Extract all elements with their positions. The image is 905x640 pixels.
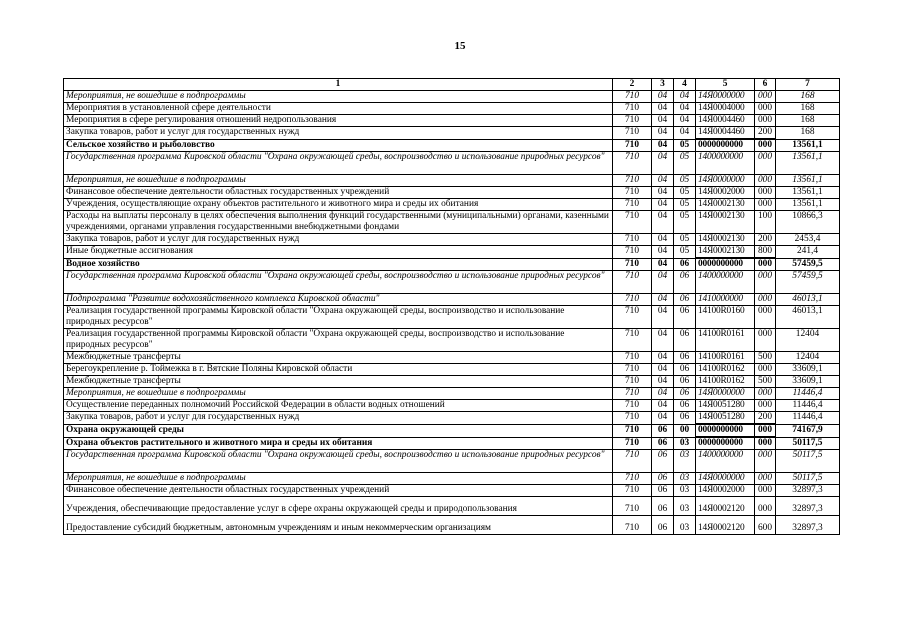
row-ministry-code-cell: 710 xyxy=(613,352,652,364)
row-name-cell: Государственная программа Кировской области "Охрана окружающей среды, воспроизводство и использование природных ресурсов" xyxy=(64,152,613,175)
table-row xyxy=(64,450,840,473)
row-ministry-code-cell: 710 xyxy=(613,115,652,127)
row-subsection-cell: 03 xyxy=(674,497,696,516)
row-expense-type-cell: 000 xyxy=(755,175,776,187)
row-subsection-cell: 00 xyxy=(674,424,696,437)
header-col-1: 1 xyxy=(64,79,613,91)
row-section-cell: 04 xyxy=(652,271,674,294)
row-ministry-code-cell: 710 xyxy=(613,485,652,497)
row-subsection-cell: 05 xyxy=(674,234,696,246)
row-target-article-cell: 14Я0051280 xyxy=(696,400,755,412)
row-ministry-code-cell: 710 xyxy=(613,497,652,516)
row-amount-cell: 13561,1 xyxy=(776,199,840,211)
table-row xyxy=(64,187,840,199)
row-amount-cell: 168 xyxy=(776,127,840,140)
row-target-article-cell: 0000000000 xyxy=(696,437,755,450)
row-target-article-cell: 0000000000 xyxy=(696,139,755,152)
row-name-cell: Мероприятия в установленной сфере деятельности xyxy=(64,103,613,115)
row-target-article-cell: 14Я0002120 xyxy=(696,497,755,516)
row-section-cell: 06 xyxy=(652,516,674,535)
row-ministry-code-cell: 710 xyxy=(613,258,652,271)
row-amount-cell: 10866,3 xyxy=(776,211,840,234)
row-target-article-cell: 14Я0002130 xyxy=(696,246,755,259)
row-expense-type-cell: 000 xyxy=(755,199,776,211)
row-expense-type-cell: 800 xyxy=(755,246,776,259)
row-expense-type-cell: 000 xyxy=(755,187,776,199)
row-section-cell: 04 xyxy=(652,294,674,306)
row-ministry-code-cell: 710 xyxy=(613,294,652,306)
table-row xyxy=(64,497,840,516)
row-expense-type-cell: 000 xyxy=(755,115,776,127)
row-name-cell: Мероприятия в сфере регулирования отношений недропользования xyxy=(64,115,613,127)
row-amount-cell: 50117,5 xyxy=(776,473,840,485)
table-row xyxy=(64,258,840,271)
row-subsection-cell: 06 xyxy=(674,294,696,306)
row-name-cell: Межбюджетные трансферты xyxy=(64,352,613,364)
row-name-cell: Учреждения, осуществляющие охрану объектов растительного и животного мира и среды их обитания xyxy=(64,199,613,211)
row-expense-type-cell: 000 xyxy=(755,485,776,497)
row-subsection-cell: 06 xyxy=(674,412,696,425)
row-amount-cell: 168 xyxy=(776,91,840,103)
row-ministry-code-cell: 710 xyxy=(613,234,652,246)
row-subsection-cell: 06 xyxy=(674,376,696,388)
row-subsection-cell: 06 xyxy=(674,364,696,376)
row-name-cell: Расходы на выплаты персоналу в целях обеспечения выполнения функций государственными (муниципальными) органами, казенными учреждениями, органами управления государственными внебюджетными фондами xyxy=(64,211,613,234)
row-section-cell: 04 xyxy=(652,152,674,175)
row-amount-cell: 32897,3 xyxy=(776,485,840,497)
table-row xyxy=(64,437,840,450)
row-amount-cell: 50117,5 xyxy=(776,437,840,450)
row-section-cell: 06 xyxy=(652,485,674,497)
row-amount-cell: 241,4 xyxy=(776,246,840,259)
row-subsection-cell: 03 xyxy=(674,437,696,450)
row-section-cell: 06 xyxy=(652,450,674,473)
table-row xyxy=(64,485,840,497)
row-target-article-cell: 14100R0161 xyxy=(696,352,755,364)
row-expense-type-cell: 200 xyxy=(755,412,776,425)
header-col-6: 6 xyxy=(755,79,776,91)
table-row xyxy=(64,352,840,364)
row-name-cell: Межбюджетные трансферты xyxy=(64,376,613,388)
row-section-cell: 04 xyxy=(652,376,674,388)
table-row xyxy=(64,364,840,376)
table-row xyxy=(64,211,840,234)
row-subsection-cell: 04 xyxy=(674,115,696,127)
row-ministry-code-cell: 710 xyxy=(613,271,652,294)
row-ministry-code-cell: 710 xyxy=(613,400,652,412)
row-subsection-cell: 04 xyxy=(674,103,696,115)
row-ministry-code-cell: 710 xyxy=(613,364,652,376)
row-name-cell: Берегоукрепление р. Тоймежка в г. Вятские Поляны Кировской области xyxy=(64,364,613,376)
row-amount-cell: 50117,5 xyxy=(776,450,840,473)
row-target-article-cell: 14Я0004460 xyxy=(696,127,755,140)
row-subsection-cell: 05 xyxy=(674,246,696,259)
table-row xyxy=(64,115,840,127)
row-expense-type-cell: 000 xyxy=(755,400,776,412)
table-header-row xyxy=(64,79,840,91)
page-number: 15 xyxy=(454,40,466,52)
row-section-cell: 06 xyxy=(652,497,674,516)
row-ministry-code-cell: 710 xyxy=(613,91,652,103)
row-name-cell: Реализация государственной программы Кировской области "Охрана окружающей среды, воспроизводство и использование природных ресурсов" xyxy=(64,306,613,329)
row-amount-cell: 46013,1 xyxy=(776,306,840,329)
row-ministry-code-cell: 710 xyxy=(613,103,652,115)
row-expense-type-cell: 000 xyxy=(755,271,776,294)
row-name-cell: Мероприятия, не вошедшие в подпрограммы xyxy=(64,175,613,187)
table-row xyxy=(64,152,840,175)
table-row xyxy=(64,91,840,103)
row-ministry-code-cell: 710 xyxy=(613,127,652,140)
row-subsection-cell: 05 xyxy=(674,139,696,152)
row-section-cell: 04 xyxy=(652,91,674,103)
row-amount-cell: 11446,4 xyxy=(776,412,840,425)
row-target-article-cell: 0000000000 xyxy=(696,258,755,271)
row-expense-type-cell: 000 xyxy=(755,152,776,175)
row-name-cell: Мероприятия, не вошедшие в подпрограммы xyxy=(64,91,613,103)
row-name-cell: Государственная программа Кировской области "Охрана окружающей среды, воспроизводство и использование природных ресурсов" xyxy=(64,450,613,473)
row-subsection-cell: 06 xyxy=(674,352,696,364)
row-amount-cell: 13561,1 xyxy=(776,152,840,175)
row-amount-cell: 13561,1 xyxy=(776,187,840,199)
row-subsection-cell: 06 xyxy=(674,306,696,329)
row-section-cell: 04 xyxy=(652,199,674,211)
row-target-article-cell: 14Я0002000 xyxy=(696,485,755,497)
row-amount-cell: 33609,1 xyxy=(776,376,840,388)
row-expense-type-cell: 000 xyxy=(755,497,776,516)
row-name-cell: Закупка товаров, работ и услуг для государственных нужд xyxy=(64,234,613,246)
row-subsection-cell: 06 xyxy=(674,329,696,352)
header-col-4: 4 xyxy=(674,79,696,91)
budget-table xyxy=(63,78,840,535)
row-subsection-cell: 05 xyxy=(674,187,696,199)
table-row xyxy=(64,516,840,535)
row-target-article-cell: 0000000000 xyxy=(696,424,755,437)
table-row xyxy=(64,473,840,485)
row-section-cell: 04 xyxy=(652,139,674,152)
row-target-article-cell: 1400000000 xyxy=(696,271,755,294)
row-target-article-cell: 14Я0002130 xyxy=(696,211,755,234)
row-name-cell: Подпрограмма "Развитие водохозяйственного комплекса Кировской области" xyxy=(64,294,613,306)
row-subsection-cell: 06 xyxy=(674,271,696,294)
row-target-article-cell: 1400000000 xyxy=(696,450,755,473)
row-subsection-cell: 05 xyxy=(674,175,696,187)
row-ministry-code-cell: 710 xyxy=(613,175,652,187)
table-row xyxy=(64,139,840,152)
row-subsection-cell: 06 xyxy=(674,388,696,400)
table-row xyxy=(64,400,840,412)
row-ministry-code-cell: 710 xyxy=(613,211,652,234)
row-subsection-cell: 05 xyxy=(674,211,696,234)
row-expense-type-cell: 500 xyxy=(755,376,776,388)
row-name-cell: Учреждения, обеспечивающие предоставление услуг в сфере охраны окружающей среды и природопользования xyxy=(64,497,613,516)
row-name-cell: Мероприятия, не вошедшие в подпрограммы xyxy=(64,473,613,485)
row-name-cell: Предоставление субсидий бюджетным, автономным учреждениям и иным некоммерческим организациям xyxy=(64,516,613,535)
row-name-cell: Финансовое обеспечение деятельности областных государственных учреждений xyxy=(64,485,613,497)
row-target-article-cell: 1400000000 xyxy=(696,152,755,175)
row-amount-cell: 33609,1 xyxy=(776,364,840,376)
row-expense-type-cell: 000 xyxy=(755,424,776,437)
row-target-article-cell: 14Я0000000 xyxy=(696,388,755,400)
row-subsection-cell: 05 xyxy=(674,152,696,175)
row-ministry-code-cell: 710 xyxy=(613,139,652,152)
row-ministry-code-cell: 710 xyxy=(613,246,652,259)
table-row xyxy=(64,329,840,352)
row-amount-cell: 32897,3 xyxy=(776,516,840,535)
row-ministry-code-cell: 710 xyxy=(613,329,652,352)
row-amount-cell: 11446,4 xyxy=(776,400,840,412)
row-section-cell: 04 xyxy=(652,103,674,115)
row-subsection-cell: 03 xyxy=(674,485,696,497)
table-row xyxy=(64,388,840,400)
row-name-cell: Сельское хозяйство и рыболовство xyxy=(64,139,613,152)
row-ministry-code-cell: 710 xyxy=(613,388,652,400)
row-amount-cell: 57459,5 xyxy=(776,271,840,294)
row-subsection-cell: 04 xyxy=(674,91,696,103)
row-amount-cell: 13561,1 xyxy=(776,175,840,187)
row-section-cell: 04 xyxy=(652,246,674,259)
row-expense-type-cell: 000 xyxy=(755,329,776,352)
row-amount-cell: 13561,1 xyxy=(776,139,840,152)
row-amount-cell: 46013,1 xyxy=(776,294,840,306)
row-ministry-code-cell: 710 xyxy=(613,437,652,450)
row-amount-cell: 168 xyxy=(776,115,840,127)
row-amount-cell: 12404 xyxy=(776,329,840,352)
row-subsection-cell: 06 xyxy=(674,258,696,271)
row-target-article-cell: 14100R0162 xyxy=(696,364,755,376)
row-section-cell: 04 xyxy=(652,388,674,400)
row-expense-type-cell: 500 xyxy=(755,352,776,364)
row-section-cell: 04 xyxy=(652,258,674,271)
row-expense-type-cell: 000 xyxy=(755,450,776,473)
row-name-cell: Закупка товаров, работ и услуг для государственных нужд xyxy=(64,412,613,425)
row-section-cell: 06 xyxy=(652,424,674,437)
row-section-cell: 04 xyxy=(652,234,674,246)
row-name-cell: Реализация государственной программы Кировской области "Охрана окружающей среды, воспроизводство и использование природных ресурсов" xyxy=(64,329,613,352)
row-amount-cell: 2453,4 xyxy=(776,234,840,246)
row-ministry-code-cell: 710 xyxy=(613,412,652,425)
row-name-cell: Охрана объектов растительного и животного мира и среды их обитания xyxy=(64,437,613,450)
row-subsection-cell: 06 xyxy=(674,400,696,412)
row-target-article-cell: 14100R0160 xyxy=(696,306,755,329)
table-row xyxy=(64,271,840,294)
row-target-article-cell: 14Я0004460 xyxy=(696,115,755,127)
row-ministry-code-cell: 710 xyxy=(613,450,652,473)
row-subsection-cell: 04 xyxy=(674,127,696,140)
row-target-article-cell: 14Я0000000 xyxy=(696,175,755,187)
row-amount-cell: 168 xyxy=(776,103,840,115)
row-subsection-cell: 03 xyxy=(674,516,696,535)
row-section-cell: 04 xyxy=(652,364,674,376)
row-ministry-code-cell: 710 xyxy=(613,424,652,437)
row-expense-type-cell: 000 xyxy=(755,364,776,376)
row-expense-type-cell: 000 xyxy=(755,306,776,329)
header-col-2: 2 xyxy=(613,79,652,91)
row-ministry-code-cell: 710 xyxy=(613,187,652,199)
table-row xyxy=(64,199,840,211)
row-ministry-code-cell: 710 xyxy=(613,199,652,211)
row-section-cell: 06 xyxy=(652,437,674,450)
row-name-cell: Иные бюджетные ассигнования xyxy=(64,246,613,259)
row-section-cell: 04 xyxy=(652,127,674,140)
row-subsection-cell: 03 xyxy=(674,473,696,485)
row-target-article-cell: 14Я0002000 xyxy=(696,187,755,199)
row-expense-type-cell: 000 xyxy=(755,139,776,152)
row-target-article-cell: 14100R0162 xyxy=(696,376,755,388)
row-section-cell: 04 xyxy=(652,329,674,352)
row-section-cell: 04 xyxy=(652,211,674,234)
row-amount-cell: 12404 xyxy=(776,352,840,364)
row-amount-cell: 11446,4 xyxy=(776,388,840,400)
row-target-article-cell: 1410000000 xyxy=(696,294,755,306)
table-row xyxy=(64,127,840,140)
row-amount-cell: 74167,9 xyxy=(776,424,840,437)
row-expense-type-cell: 100 xyxy=(755,211,776,234)
row-target-article-cell: 14Я0002120 xyxy=(696,516,755,535)
row-section-cell: 04 xyxy=(652,115,674,127)
row-expense-type-cell: 600 xyxy=(755,516,776,535)
row-amount-cell: 57459,5 xyxy=(776,258,840,271)
row-target-article-cell: 14Я0051280 xyxy=(696,412,755,425)
table-row xyxy=(64,306,840,329)
row-name-cell: Осуществление переданных полномочий Российской Федерации в области водных отношений xyxy=(64,400,613,412)
row-section-cell: 04 xyxy=(652,187,674,199)
table-row xyxy=(64,424,840,437)
row-expense-type-cell: 000 xyxy=(755,388,776,400)
row-name-cell: Закупка товаров, работ и услуг для государственных нужд xyxy=(64,127,613,140)
header-col-5: 5 xyxy=(696,79,755,91)
row-target-article-cell: 14Я0002130 xyxy=(696,234,755,246)
row-ministry-code-cell: 710 xyxy=(613,516,652,535)
row-ministry-code-cell: 710 xyxy=(613,152,652,175)
row-amount-cell: 32897,3 xyxy=(776,497,840,516)
row-expense-type-cell: 200 xyxy=(755,234,776,246)
table-row xyxy=(64,376,840,388)
header-col-3: 3 xyxy=(652,79,674,91)
row-section-cell: 04 xyxy=(652,175,674,187)
row-subsection-cell: 03 xyxy=(674,450,696,473)
row-expense-type-cell: 000 xyxy=(755,258,776,271)
table-row xyxy=(64,294,840,306)
row-section-cell: 04 xyxy=(652,400,674,412)
row-name-cell: Государственная программа Кировской области "Охрана окружающей среды, воспроизводство и использование природных ресурсов" xyxy=(64,271,613,294)
row-ministry-code-cell: 710 xyxy=(613,376,652,388)
row-section-cell: 04 xyxy=(652,306,674,329)
row-expense-type-cell: 000 xyxy=(755,437,776,450)
row-target-article-cell: 14Я0002130 xyxy=(696,199,755,211)
table-row xyxy=(64,412,840,425)
row-expense-type-cell: 000 xyxy=(755,473,776,485)
row-name-cell: Финансовое обеспечение деятельности областных государственных учреждений xyxy=(64,187,613,199)
table-row xyxy=(64,234,840,246)
row-name-cell: Водное хозяйство xyxy=(64,258,613,271)
row-ministry-code-cell: 710 xyxy=(613,473,652,485)
row-expense-type-cell: 000 xyxy=(755,294,776,306)
row-subsection-cell: 05 xyxy=(674,199,696,211)
table-row xyxy=(64,103,840,115)
row-target-article-cell: 14Я0000000 xyxy=(696,91,755,103)
row-section-cell: 04 xyxy=(652,412,674,425)
row-name-cell: Охрана окружающей среды xyxy=(64,424,613,437)
row-name-cell: Мероприятия, не вошедшие в подпрограммы xyxy=(64,388,613,400)
row-expense-type-cell: 000 xyxy=(755,91,776,103)
row-expense-type-cell: 200 xyxy=(755,127,776,140)
row-target-article-cell: 14100R0161 xyxy=(696,329,755,352)
row-target-article-cell: 14Я0000000 xyxy=(696,473,755,485)
header-col-7: 7 xyxy=(776,79,840,91)
table-row xyxy=(64,246,840,259)
table-row xyxy=(64,175,840,187)
row-expense-type-cell: 000 xyxy=(755,103,776,115)
row-section-cell: 06 xyxy=(652,473,674,485)
row-ministry-code-cell: 710 xyxy=(613,306,652,329)
row-target-article-cell: 14Я0004000 xyxy=(696,103,755,115)
row-section-cell: 04 xyxy=(652,352,674,364)
